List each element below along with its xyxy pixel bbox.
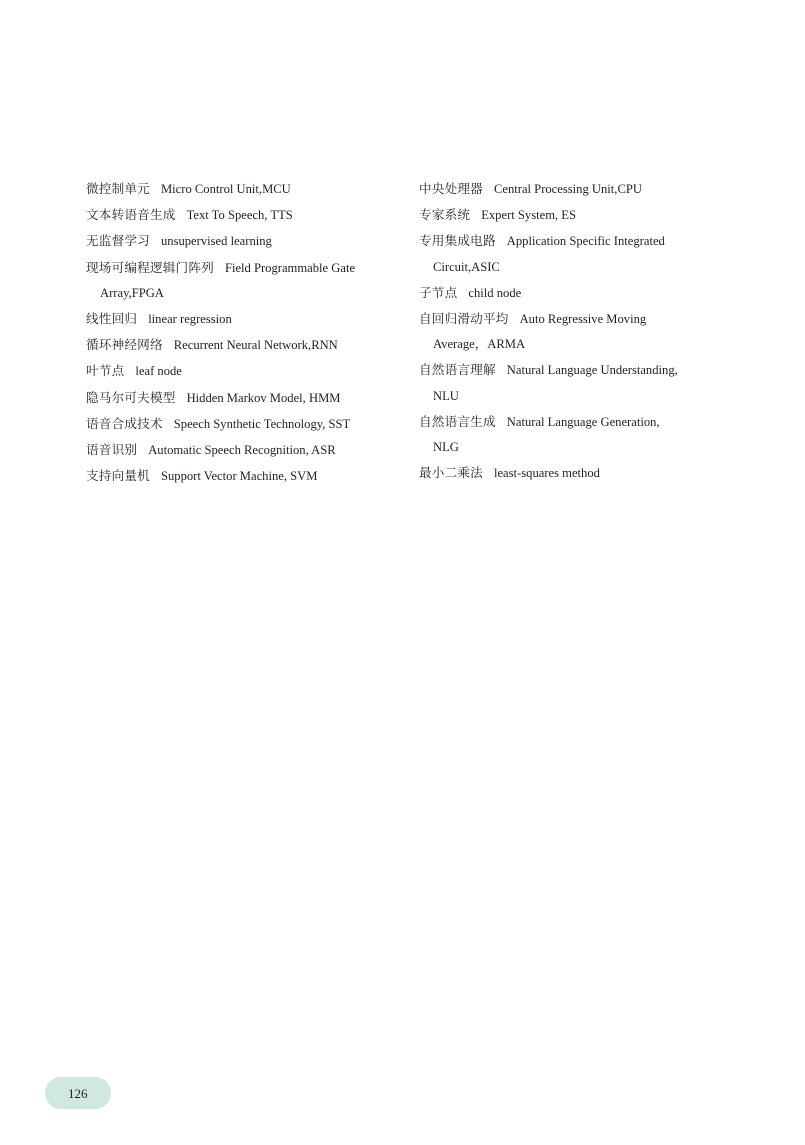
term-chinese: 循环神经网络 bbox=[86, 337, 163, 353]
term-english: Micro Control Unit,MCU bbox=[160, 182, 291, 196]
glossary-entry bbox=[86, 202, 391, 228]
term-chinese: 中央处理器 bbox=[419, 181, 483, 196]
term-chinese: 线性回归 bbox=[86, 311, 138, 327]
term-english: child node bbox=[468, 285, 522, 300]
term-chinese: 无监督学习 bbox=[86, 233, 150, 249]
glossary-entry bbox=[86, 437, 391, 463]
term-english: Text To Speech, TTS bbox=[186, 208, 293, 223]
glossary-entry bbox=[86, 255, 391, 306]
term-chinese: 现场可编程逻辑门阵列 bbox=[86, 259, 214, 275]
glossary-right-column bbox=[419, 176, 719, 486]
term-english: Central Processing Unit,CPU bbox=[493, 182, 642, 196]
term-english: unsupervised learning bbox=[160, 234, 272, 249]
term-english-continuation: Circuit,ASIC bbox=[433, 259, 500, 274]
glossary-entry bbox=[419, 176, 719, 202]
term-english-continuation: Array,FPGA bbox=[100, 285, 164, 300]
term-english: linear regression bbox=[148, 312, 232, 327]
term-chinese: 隐马尔可夫模型 bbox=[86, 389, 176, 405]
term-english: Recurrent Neural Network,RNN bbox=[173, 338, 338, 353]
glossary-entry bbox=[419, 228, 719, 279]
term-chinese: 微控制单元 bbox=[86, 181, 150, 196]
term-chinese: 语音识别 bbox=[86, 442, 138, 458]
glossary-entry bbox=[419, 202, 719, 228]
term-chinese: 最小二乘法 bbox=[419, 465, 483, 481]
term-chinese: 叶节点 bbox=[86, 363, 125, 379]
glossary-entry bbox=[419, 280, 719, 306]
glossary-left-column bbox=[86, 176, 391, 489]
glossary-entry bbox=[419, 357, 719, 408]
glossary-entry bbox=[86, 385, 391, 411]
term-english: Application Specific Integrated bbox=[506, 234, 665, 249]
term-english: Speech Synthetic Technology, SST bbox=[173, 416, 351, 431]
glossary-entry bbox=[419, 409, 719, 460]
term-english-continuation: Average，ARMA bbox=[433, 337, 526, 352]
term-english: Natural Language Generation, bbox=[506, 414, 660, 429]
glossary-entry bbox=[86, 411, 391, 437]
term-chinese: 自回归滑动平均 bbox=[419, 311, 509, 327]
term-english: Natural Language Understanding, bbox=[506, 363, 678, 378]
glossary-entry bbox=[419, 306, 719, 357]
term-chinese: 自然语言理解 bbox=[419, 362, 496, 378]
term-chinese: 自然语言生成 bbox=[419, 413, 496, 429]
term-chinese: 语音合成技术 bbox=[86, 415, 163, 431]
glossary-entry bbox=[419, 460, 719, 486]
term-chinese: 专家系统 bbox=[419, 207, 471, 223]
term-chinese: 子节点 bbox=[419, 284, 458, 300]
term-english: Automatic Speech Recognition, ASR bbox=[148, 443, 336, 458]
term-english-continuation: NLU bbox=[433, 388, 459, 403]
term-english: least-squares method bbox=[493, 466, 600, 481]
term-english: Support Vector Machine, SVM bbox=[160, 469, 318, 484]
term-english-continuation: NLG bbox=[433, 440, 459, 455]
term-english: Field Programmable Gate bbox=[224, 260, 356, 275]
glossary-entry bbox=[86, 332, 391, 358]
term-chinese: 专用集成电路 bbox=[419, 233, 496, 249]
term-chinese: 文本转语音生成 bbox=[86, 207, 176, 223]
term-english: Expert System, ES bbox=[481, 208, 576, 223]
term-english: Hidden Markov Model, HMM bbox=[186, 390, 341, 405]
glossary-entry bbox=[86, 228, 391, 254]
glossary-entry bbox=[86, 176, 391, 202]
glossary-entry bbox=[86, 463, 391, 489]
term-english: leaf node bbox=[135, 364, 182, 379]
term-chinese: 支持向量机 bbox=[86, 468, 150, 484]
glossary-entry bbox=[86, 306, 391, 332]
glossary-entry bbox=[86, 358, 391, 384]
page-number: 126 bbox=[68, 1086, 88, 1101]
term-english: Auto Regressive Moving bbox=[519, 312, 647, 327]
